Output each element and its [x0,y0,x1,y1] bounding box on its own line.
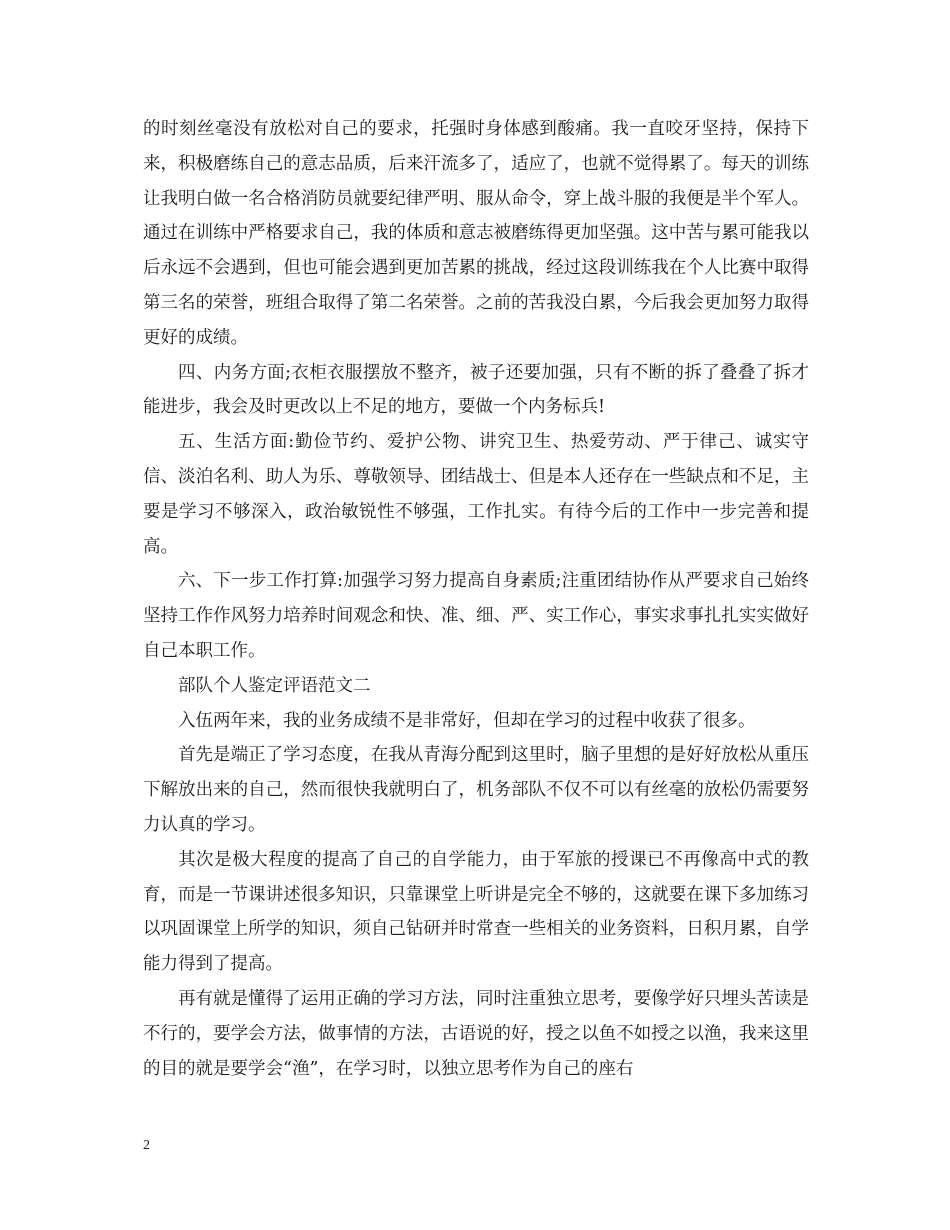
section-heading: 部队个人鉴定评语范文二 [178,675,371,696]
paragraph-5: 入伍两年来，我的业务成绩不是非常好，但却在学习的过程中收获了很多。 [178,710,756,731]
page-number: 2 [143,1138,150,1153]
paragraph-7: 其次是极大程度的提高了自己的自学能力，由于军旅的授课已不再像高中式的教育，而是一节课讲述很多知识，只靠课堂上听讲是完全不够的，这就要在课下多加练习以巩固课堂上所学的知识，须自己钻研并时常查一些相关的业务资料，日积月累，自学能力得到了提高。 [143,849,809,975]
paragraph-6: 首先是端正了学习态度，在我从青海分配到这里时，脑子里想的是好好放松从重压下解放出来的自己，然而很快我就明白了，机务部队不仅不可以有丝毫的放松仍需要努力认真的学习。 [143,745,809,835]
paragraph-8: 再有就是懂得了运用正确的学习方法，同时注重独立思考，要像学好只埋头苦读是不行的，要学会方法，做事情的方法，古语说的好，授之以鱼不如授之以渔，我来这里的目的就是要学会“渔”，在学习时，以独立思考作为自己的座右 [143,988,809,1079]
paragraph-1: 的时刻丝毫没有放松对自己的要求，托强时身体感到酸痛。我一直咬牙坚持，保持下来，积极磨练自己的意志品质，后来汗流多了，适应了，也就不觉得累了。每天的训练让我明白做一名合格消防员就要纪律严明、服从命令，穿上战斗服的我便是半个军人。通过在训练中严格要求自己，我的体质和意志被磨练得更加坚强。这中苦与累可能我以后永远不会遇到，但也可能会遇到更加苦累的挑战，经过这段训练我在个人比赛中取得第三名的荣誉，班组合取得了第二名荣誉。之前的苦我没白累，今后我会更加努力取得更好的成绩。 [143,119,809,348]
paragraph-4: 六、下一步工作打算:加强学习努力提高自身素质;注重团结协作从严要求自己始终坚持工作作风努力培养时间观念和快、准、细、严、实工作心，事实求事扎扎实实做好自己本职工作。 [143,571,809,661]
paragraph-2: 四、内务方面;衣柜衣服摆放不整齐，被子还要加强，只有不断的拆了叠叠了拆才能进步，我会及时更改以上不足的地方，要做一个内务标兵! [143,362,809,418]
document-body [143,112,809,1086]
paragraph-3: 五、生活方面:勤俭节约、爱护公物、讲究卫生、热爱劳动、严于律己、诚实守信、淡泊名利、助人为乐、尊敬领导、团结战士、但是本人还存在一些缺点和不足，主要是学习不够深入，政治敏锐性不够强，工作扎实。有待今后的工作中一步完善和提高。 [143,432,809,557]
